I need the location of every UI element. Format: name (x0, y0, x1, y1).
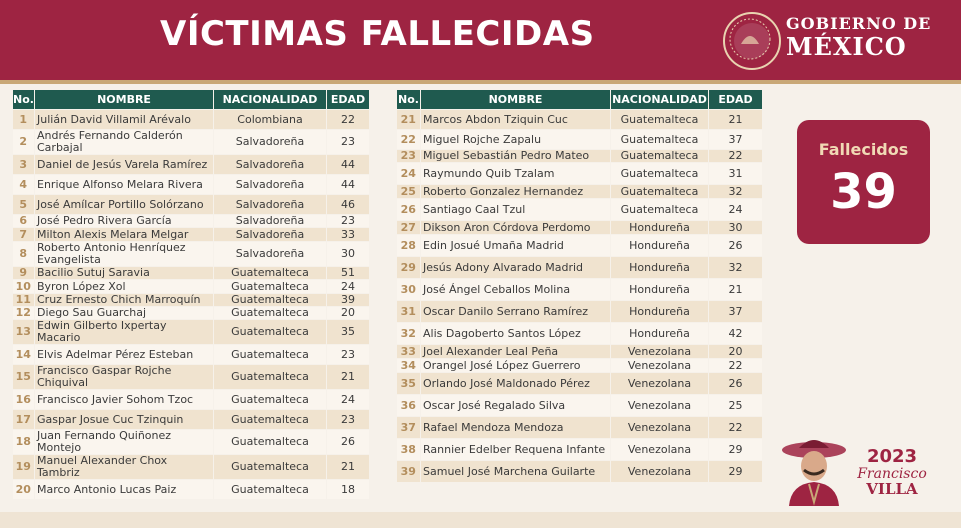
table-row (13, 280, 370, 294)
table-row (397, 461, 763, 483)
table-row (13, 480, 370, 500)
col-no-header: No. (13, 90, 35, 110)
cell-age: 21 (327, 365, 370, 390)
cell-name: Dikson Aron Córdova Perdomo (421, 221, 611, 235)
header-divider (0, 80, 961, 84)
cell-nationality: Guatemalteca (214, 267, 327, 280)
col-nationality-header: NACIONALIDAD (214, 90, 327, 110)
cell-no: 27 (397, 221, 421, 235)
cell-no: 37 (397, 417, 421, 439)
cell-name: Milton Alexis Melara Melgar (35, 228, 214, 242)
cell-age: 33 (327, 228, 370, 242)
cell-nationality: Venezolana (611, 359, 709, 373)
table-row (13, 195, 370, 215)
cell-no: 18 (13, 430, 35, 455)
table-row (13, 228, 370, 242)
cell-name: Julián David Villamil Arévalo (35, 110, 214, 130)
cell-name: Enrique Alfonso Melara Rivera (35, 175, 214, 195)
cell-name: Roberto Antonio Henríquez Evangelista (35, 242, 214, 267)
cell-no: 11 (13, 294, 35, 307)
cell-no: 35 (397, 373, 421, 395)
cell-age: 44 (327, 155, 370, 175)
table-row (397, 235, 763, 257)
cell-no: 9 (13, 267, 35, 280)
year-label: 2023 (866, 446, 918, 467)
cell-no: 29 (397, 257, 421, 279)
cell-age: 21 (709, 279, 763, 301)
cell-no: 36 (397, 395, 421, 417)
cell-age: 29 (709, 461, 763, 483)
cell-age: 20 (709, 345, 763, 359)
cell-age: 35 (327, 320, 370, 345)
badge-value: 39 (830, 164, 897, 220)
cell-name: Gaspar Josue Cuc Tzinquin (35, 410, 214, 430)
cell-age: 32 (709, 185, 763, 199)
cell-nationality: Guatemalteca (611, 185, 709, 199)
cell-age: 24 (709, 199, 763, 221)
cell-name: Oscar Danilo Serrano Ramírez (421, 301, 611, 323)
table-row (13, 410, 370, 430)
cell-age: 23 (327, 345, 370, 365)
cell-name: Francisco Javier Sohom Tzoc (35, 390, 214, 410)
cell-name: Byron López Xol (35, 280, 214, 294)
cell-nationality: Venezolana (611, 373, 709, 395)
year-2023-logo (852, 446, 932, 497)
cell-nationality: Colombiana (214, 110, 327, 130)
cell-name: Orangel José López Guerrero (421, 359, 611, 373)
cell-age: 32 (709, 257, 763, 279)
table-row (13, 455, 370, 480)
cell-nationality: Guatemalteca (611, 199, 709, 221)
table-row (13, 155, 370, 175)
table-row (13, 294, 370, 307)
cell-age: 22 (709, 417, 763, 439)
cell-age: 46 (327, 195, 370, 215)
cell-no: 38 (397, 439, 421, 461)
cell-nationality: Hondureña (611, 221, 709, 235)
cell-nationality: Venezolana (611, 439, 709, 461)
cell-nationality: Guatemalteca (611, 150, 709, 163)
col-age-header: EDAD (709, 90, 763, 110)
gov-line2: MÉXICO (786, 32, 907, 61)
cell-age: 23 (327, 410, 370, 430)
table-row (13, 215, 370, 228)
cell-nationality: Guatemalteca (214, 294, 327, 307)
table-row (397, 257, 763, 279)
victims-table-left (12, 89, 370, 500)
col-no-header: No. (397, 90, 421, 110)
cell-no: 10 (13, 280, 35, 294)
table-row (13, 365, 370, 390)
cell-name: Daniel de Jesús Varela Ramírez (35, 155, 214, 175)
table-row (397, 185, 763, 199)
cell-nationality: Guatemalteca (611, 110, 709, 130)
cell-name: Santiago Caal Tzul (421, 199, 611, 221)
col-name-header: NOMBRE (35, 90, 214, 110)
cell-no: 25 (397, 185, 421, 199)
cell-no: 6 (13, 215, 35, 228)
cell-name: Bacilio Sutuj Saravia (35, 267, 214, 280)
cell-name: Juan Fernando Quiñonez Montejo (35, 430, 214, 455)
cell-age: 29 (709, 439, 763, 461)
table-row (397, 199, 763, 221)
cell-age: 24 (327, 280, 370, 294)
table-header-row (13, 90, 370, 110)
cell-no: 19 (13, 455, 35, 480)
cell-no: 8 (13, 242, 35, 267)
cell-no: 5 (13, 195, 35, 215)
table-row (397, 221, 763, 235)
cell-nationality: Salvadoreña (214, 155, 327, 175)
cell-no: 3 (13, 155, 35, 175)
table-header-row (397, 90, 763, 110)
cell-age: 30 (709, 221, 763, 235)
cell-nationality: Salvadoreña (214, 195, 327, 215)
cell-no: 4 (13, 175, 35, 195)
cell-no: 30 (397, 279, 421, 301)
cell-age: 18 (327, 480, 370, 500)
bottom-strip (0, 512, 961, 528)
cell-age: 42 (709, 323, 763, 345)
cell-name: Marcos Abdon Tziquin Cuc (421, 110, 611, 130)
cell-no: 7 (13, 228, 35, 242)
cell-no: 33 (397, 345, 421, 359)
cell-nationality: Guatemalteca (214, 480, 327, 500)
table-row (13, 390, 370, 410)
cell-age: 22 (327, 110, 370, 130)
cell-no: 17 (13, 410, 35, 430)
cell-name: Edin Josué Umaña Madrid (421, 235, 611, 257)
cell-age: 37 (709, 301, 763, 323)
cell-nationality: Venezolana (611, 395, 709, 417)
cell-nationality: Venezolana (611, 417, 709, 439)
cell-nationality: Hondureña (611, 257, 709, 279)
cell-age: 39 (327, 294, 370, 307)
cell-age: 30 (327, 242, 370, 267)
cell-nationality: Guatemalteca (214, 320, 327, 345)
cell-nationality: Guatemalteca (611, 130, 709, 150)
col-age-header: EDAD (327, 90, 370, 110)
cell-no: 26 (397, 199, 421, 221)
table-row (13, 320, 370, 345)
cell-no: 22 (397, 130, 421, 150)
cell-age: 21 (327, 455, 370, 480)
victims-table-right (396, 89, 763, 483)
cell-no: 15 (13, 365, 35, 390)
cell-nationality: Guatemalteca (214, 365, 327, 390)
table-row (13, 130, 370, 155)
table-row (13, 110, 370, 130)
cell-nationality: Guatemalteca (611, 163, 709, 185)
cell-age: 23 (327, 130, 370, 155)
col-name-header: NOMBRE (421, 90, 611, 110)
table-row (397, 373, 763, 395)
cell-age: 23 (327, 215, 370, 228)
cell-nationality: Guatemalteca (214, 345, 327, 365)
table-row (13, 267, 370, 280)
cell-name: Orlando José Maldonado Pérez (421, 373, 611, 395)
cell-name: José Pedro Rivera García (35, 215, 214, 228)
cell-name: Roberto Gonzalez Hernandez (421, 185, 611, 199)
cell-name: Raymundo Quib Tzalam (421, 163, 611, 185)
cell-name: Elvis Adelmar Pérez Esteban (35, 345, 214, 365)
cell-no: 23 (397, 150, 421, 163)
cell-nationality: Hondureña (611, 279, 709, 301)
cell-age: 20 (327, 307, 370, 320)
cell-name: Oscar José Regalado Silva (421, 395, 611, 417)
cell-name: Miguel Sebastián Pedro Mateo (421, 150, 611, 163)
table-row (397, 110, 763, 130)
cell-name: Rannier Edelber Requena Infante (421, 439, 611, 461)
cell-age: 24 (327, 390, 370, 410)
logo-line1: Francisco (857, 466, 927, 482)
page-title: VÍCTIMAS FALLECIDAS (160, 14, 595, 54)
cell-no: 32 (397, 323, 421, 345)
cell-age: 31 (709, 163, 763, 185)
cell-no: 12 (13, 307, 35, 320)
cell-nationality: Guatemalteca (214, 410, 327, 430)
cell-no: 16 (13, 390, 35, 410)
table-row (397, 439, 763, 461)
cell-nationality: Salvadoreña (214, 228, 327, 242)
cell-no: 14 (13, 345, 35, 365)
cell-nationality: Hondureña (611, 235, 709, 257)
cell-nationality: Salvadoreña (214, 242, 327, 267)
cell-age: 22 (709, 150, 763, 163)
cell-nationality: Salvadoreña (214, 215, 327, 228)
col-nationality-header: NACIONALIDAD (611, 90, 709, 110)
table-row (397, 279, 763, 301)
cell-nationality: Salvadoreña (214, 175, 327, 195)
table-row (397, 359, 763, 373)
gov-line1: GOBIERNO DE (786, 14, 932, 33)
cell-no: 34 (397, 359, 421, 373)
cell-nationality: Hondureña (611, 301, 709, 323)
cell-no: 1 (13, 110, 35, 130)
cell-nationality: Guatemalteca (214, 455, 327, 480)
cell-name: Andrés Fernando Calderón Carbajal (35, 130, 214, 155)
national-seal-icon (723, 12, 781, 70)
table-row (13, 307, 370, 320)
table-row (397, 345, 763, 359)
cell-name: Marco Antonio Lucas Paiz (35, 480, 214, 500)
cell-nationality: Guatemalteca (214, 307, 327, 320)
cell-name: Joel Alexander Leal Peña (421, 345, 611, 359)
cell-age: 51 (327, 267, 370, 280)
table-row (397, 323, 763, 345)
cell-no: 28 (397, 235, 421, 257)
deaths-count-badge (797, 120, 930, 244)
table-row (397, 301, 763, 323)
cell-name: Francisco Gaspar Rojche Chiquival (35, 365, 214, 390)
cell-name: Diego Sau Guarchaj (35, 307, 214, 320)
government-logo-text (786, 16, 931, 59)
cell-no: 24 (397, 163, 421, 185)
cell-age: 37 (709, 130, 763, 150)
cell-name: Samuel José Marchena Guilarte (421, 461, 611, 483)
table-row (397, 395, 763, 417)
cell-name: Miguel Rojche Zapalu (421, 130, 611, 150)
cell-name: Rafael Mendoza Mendoza (421, 417, 611, 439)
table-row (397, 163, 763, 185)
cell-name: José Ángel Ceballos Molina (421, 279, 611, 301)
cell-name: Manuel Alexander Chox Tambriz (35, 455, 214, 480)
cell-nationality: Salvadoreña (214, 130, 327, 155)
cell-nationality: Guatemalteca (214, 280, 327, 294)
cell-no: 21 (397, 110, 421, 130)
table-row (397, 417, 763, 439)
cell-nationality: Guatemalteca (214, 390, 327, 410)
cell-name: Edwin Gilberto Ixpertay Macario (35, 320, 214, 345)
cell-nationality: Guatemalteca (214, 430, 327, 455)
cell-no: 31 (397, 301, 421, 323)
cell-no: 13 (13, 320, 35, 345)
cell-name: Jesús Adony Alvarado Madrid (421, 257, 611, 279)
cell-age: 22 (709, 359, 763, 373)
table-row (13, 242, 370, 267)
cell-no: 2 (13, 130, 35, 155)
table-row (397, 130, 763, 150)
cell-name: Alis Dagoberto Santos López (421, 323, 611, 345)
cell-age: 44 (327, 175, 370, 195)
cell-age: 21 (709, 110, 763, 130)
cell-nationality: Hondureña (611, 323, 709, 345)
cell-age: 26 (709, 235, 763, 257)
cell-nationality: Venezolana (611, 345, 709, 359)
header-banner (0, 0, 961, 80)
cell-name: José Amílcar Portillo Solórzano (35, 195, 214, 215)
table-row (13, 175, 370, 195)
cell-name: Cruz Ernesto Chich Marroquín (35, 294, 214, 307)
francisco-villa-portrait-icon (779, 432, 849, 506)
table-row (13, 430, 370, 455)
table-row (13, 345, 370, 365)
table-row (397, 150, 763, 163)
cell-age: 26 (327, 430, 370, 455)
logo-line2: VILLA (866, 480, 918, 498)
badge-label: Fallecidos (818, 140, 909, 159)
cell-age: 25 (709, 395, 763, 417)
cell-no: 39 (397, 461, 421, 483)
cell-age: 26 (709, 373, 763, 395)
cell-no: 20 (13, 480, 35, 500)
cell-nationality: Venezolana (611, 461, 709, 483)
